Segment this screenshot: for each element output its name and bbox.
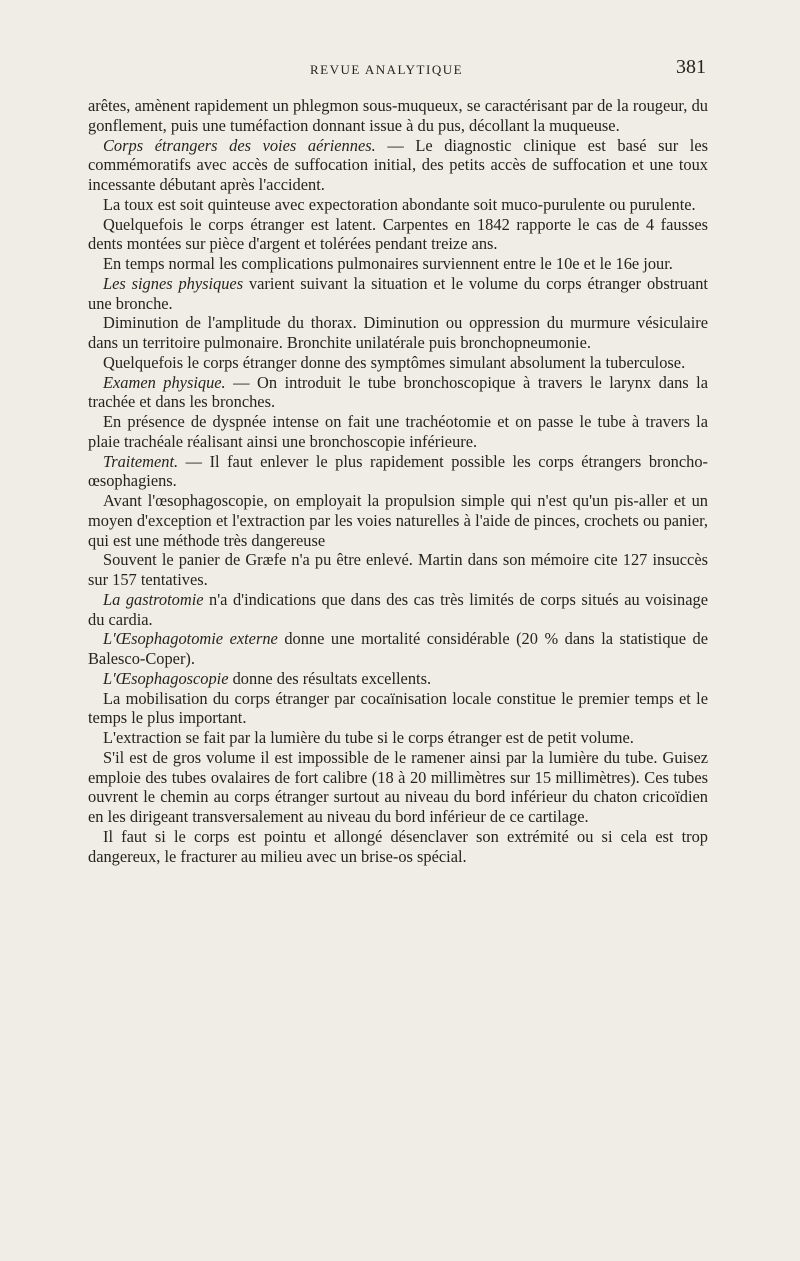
paragraph-text: donne des résultats excellents. [228, 668, 432, 688]
paragraph-text: La toux est soit quinteuse avec expectoration abondante soit muco-purulente ou purulente. [103, 194, 696, 214]
paragraph [88, 827, 708, 867]
paragraph [88, 412, 708, 452]
paragraph [88, 96, 708, 136]
paragraph-text: Quelquefois le corps étranger est latent. Carpentes en 1842 rapporte le cas de 4 fausses dents montées sur pièce d'argent et tolérées pendant treize ans. [88, 214, 708, 254]
paragraph-text: arêtes, amènent rapidement un phlegmon sous-muqueux, se caractérisant par de la rougeur, du gonflement, puis une tuméfaction donnant issue à du pus, décollant la muqueuse. [88, 96, 708, 135]
paragraph-text: En présence de dyspnée intense on fait une trachéotomie et on passe le tube à travers la plaie trachéale réalisant ainsi une bronchoscopie inférieure. [88, 412, 708, 451]
paragraph [88, 313, 708, 353]
paragraph [88, 629, 708, 669]
paragraph [88, 590, 708, 630]
section-heading: Examen physique. [103, 372, 226, 392]
paragraph [88, 274, 708, 314]
section-heading: Traitement. [103, 451, 179, 471]
paragraph-text: Diminution de l'amplitude du thorax. Diminution ou oppression du murmure vésiculaire dans un territoire pulmonaire. Bronchite unilatérale puis bronchopneumonie. [88, 313, 708, 352]
paragraph [88, 748, 708, 827]
paragraph [88, 254, 708, 274]
paragraph-text: L'extraction se fait par la lumière du tube si le corps étranger est de petit volume. [103, 728, 634, 747]
paragraph [88, 215, 708, 255]
paragraph [88, 373, 708, 413]
paragraph [88, 195, 708, 215]
section-heading: Les signes physiques [103, 273, 244, 293]
paragraph-text: — Il faut enlever le plus rapidement possible les corps étrangers broncho-œsophagiens. [88, 451, 708, 491]
paragraph-text: Il faut si le corps est pointu et allongé désenclaver son extrémité ou si cela est trop dangereux, le fracturer au milieu avec un brise-os spécial. [88, 826, 708, 866]
paragraph [88, 550, 708, 590]
paragraph-text: La mobilisation du corps étranger par cocaïnisation locale constitue le premier temps et le temps le plus important. [88, 688, 708, 728]
paragraph-text: — Le diagnostic clinique est basé sur les commémoratifs avec accès de suffocation initial, des petits accès de suffocation et une toux incessante débutant après l'accident. [88, 135, 708, 194]
paragraph-text: varient suivant la situation et le volume du corps étranger obstruant une bronche. [88, 273, 708, 313]
section-heading: Corps étrangers des voies aériennes. [103, 135, 376, 155]
paragraph [88, 728, 708, 748]
paragraph [88, 669, 708, 689]
paragraph [88, 452, 708, 492]
paragraph-text: Souvent le panier de Græfe n'a pu être enlevé. Martin dans son mémoire cite 127 insuccès sur 157 tentatives. [88, 550, 708, 589]
paragraph [88, 491, 708, 550]
section-heading: La gastrotomie [103, 589, 204, 609]
article-body [88, 96, 708, 866]
paragraph-text: n'a d'indications que dans des cas très limités de corps situés au voisinage du cardia. [88, 589, 708, 629]
section-heading: L'Œsophagotomie externe [103, 629, 278, 649]
paragraph [88, 689, 708, 729]
paragraph-text: En temps normal les complications pulmonaires surviennent entre le 10e et le 16e jour. [103, 254, 673, 273]
running-title: REVUE ANALYTIQUE [310, 62, 464, 77]
page-number: 381 [676, 56, 706, 78]
paragraph-text: S'il est de gros volume il est impossible de le ramener ainsi par la lumière du tube. Guisez emploie des tubes ovalaires de fort calibre (18 à 20 millimètres sur 15 millimètres). Ces tubes ouvrent le chemin au corps étranger surtout au niveau du bord inférieur du chaton cricoïdien en les dirigeant transversalement au niveau du bord inférieur de ce cartilage. [88, 747, 708, 826]
paragraph-text: — On introduit le tube bronchoscopique à travers le larynx dans la trachée et dans les bronches. [88, 372, 709, 412]
paragraph [88, 353, 708, 373]
paragraph-text: donne une mortalité considérable (20 % dans la statistique de Balesco-Coper). [88, 629, 708, 668]
section-heading: L'Œsophagoscopie [103, 668, 229, 688]
paragraph [88, 136, 708, 195]
paragraph-text: Avant l'œsophagoscopie, on employait la propulsion simple qui n'est qu'un pis-aller et un moyen d'exception et l'extraction par les voies naturelles à l'aide de pinces, crochets ou panier, qui est une méthode très dangereuse [88, 491, 708, 550]
paragraph-text: Quelquefois le corps étranger donne des symptômes simulant absolument la tuberculose. [103, 352, 686, 372]
